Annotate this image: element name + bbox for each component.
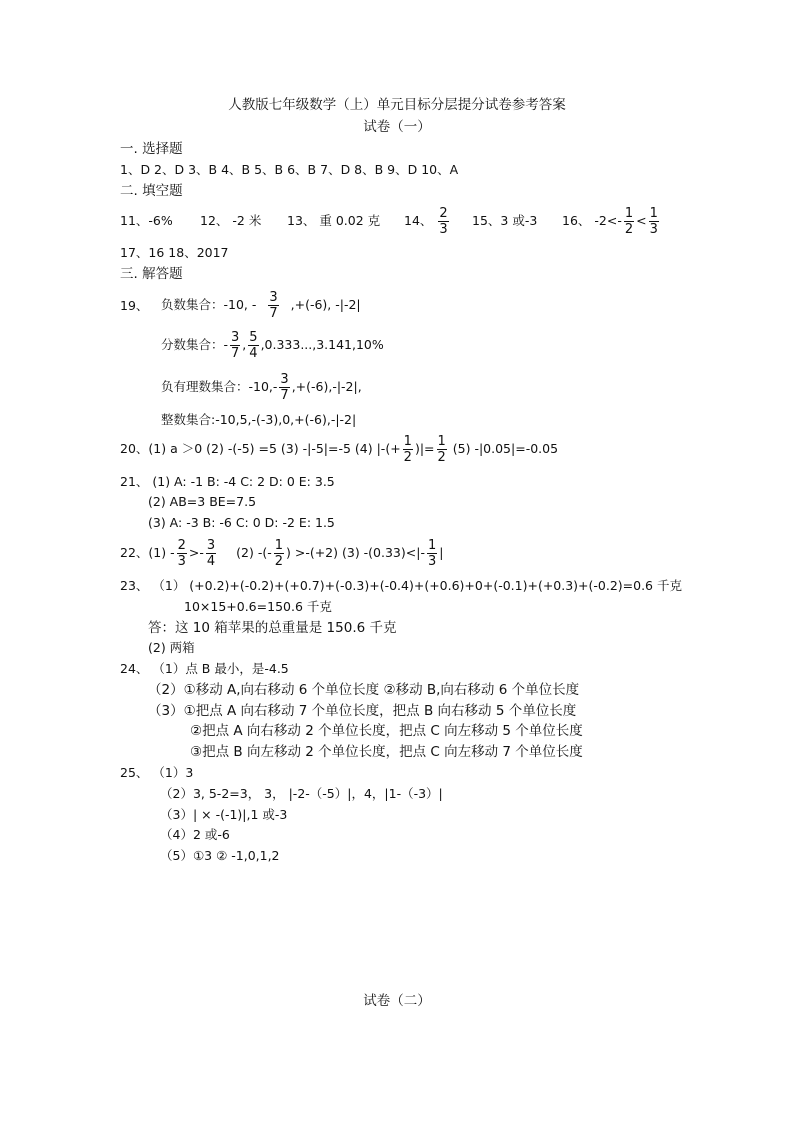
fill-16-fraction-2: $\frac{1}{3}$ (649, 206, 658, 237)
q21-line-2: (2) AB=3 BE=7.5 (148, 494, 257, 509)
q22-p5: | (439, 545, 444, 560)
q24-line-2: （2）①移动 A,向右移动 6 个单位长度 ②移动 B,向右移动 6 个单位长度 (148, 682, 580, 698)
q19-negative-fraction: $\frac{3}{7}$ (269, 290, 278, 321)
q25-line-1: 25、 （1）3 (120, 765, 194, 780)
q21-line-3: (3) A: -3 B: -6 C: 0 D: -2 E: 1.5 (148, 515, 335, 530)
q23-line-3: 答：这 10 箱苹果的总重量是 150.6 千克 (148, 620, 397, 636)
q19-fraction-prefix: 分数集合：- (161, 337, 229, 352)
fill-answer-16 (562, 202, 661, 240)
q19-negrat-fraction: $\frac{3}{7}$ (280, 372, 289, 403)
q24-line-3: （3）①把点 A 向右移动 7 个单位长度，把点 B 向右移动 5 个单位长度 (148, 703, 577, 719)
q20-fraction-2: $\frac{1}{2}$ (437, 434, 446, 465)
fill-14-fraction: $\frac{2}{3}$ (439, 206, 448, 237)
q19-fraction-comma: , (242, 337, 247, 352)
q22-p1: 22、(1) - (120, 545, 175, 560)
fill-answers-17-18: 17、16 18、2017 (120, 245, 229, 260)
q22-fraction-2: $\frac{3}{4}$ (206, 538, 216, 569)
q20-part1: 20、(1) a ＞0 (2) -(-5) =5 (3) -|-5|=-5 (4) |-(+ (120, 441, 401, 456)
q19-negative-prefix: 负数集合：-10, - (161, 297, 257, 312)
fill-answer-13: 13、 重 0.02 克 (287, 213, 381, 228)
q19-integer-set: 整数集合:-10,5,-(-3),0,+(-6),-|-2| (161, 412, 357, 427)
q22-answers (120, 533, 443, 573)
q19-negative-suffix: ,+(-6), -|-2| (290, 297, 361, 312)
q20-part2: (5) -|0.05|=-0.05 (452, 441, 559, 456)
document-title: 人教版七年级数学（上）单元目标分层提分试卷参考答案 (228, 97, 566, 113)
q19-negrat-suffix: ,+(-6),-|-2|, (291, 379, 362, 394)
q25-line-4: （4）2 或-6 (160, 827, 230, 842)
q22-fraction-1: $\frac{2}{3}$ (177, 538, 186, 569)
q22-p2: >- (188, 545, 204, 560)
q19-fraction-2: $\frac{5}{4}$ (249, 330, 258, 361)
fill-answer-14 (404, 202, 451, 240)
fill-14-label: 14、 (404, 213, 433, 228)
q25-line-2: （2）3, 5-2=3， 3， |-2-（-5）|，4，|1-（-3）| (160, 786, 443, 801)
q25-line-3: （3）| × -(-1)|,1 或-3 (160, 807, 288, 822)
q23-line-2: 10×15+0.6=150.6 千克 (184, 599, 332, 614)
q19-fraction-set (161, 325, 384, 365)
fill-16-fraction-1: $\frac{1}{2}$ (624, 206, 634, 237)
fill-answer-11: 11、-6% (120, 213, 173, 228)
q20-fraction-1: $\frac{1}{2}$ (403, 434, 412, 465)
paper-two-heading: 试卷（二） (363, 993, 431, 1009)
fill-answer-12: 12、 -2 米 (200, 213, 262, 228)
q23-line-4: (2) 两箱 (148, 640, 195, 655)
q19-fraction-suffix: ,0.333...,3.141,10% (260, 337, 384, 352)
q25-line-5: （5）①3 ② -1,0,1,2 (160, 848, 280, 863)
section-solve-title: 三. 解答题 (120, 266, 183, 282)
q22-p4: ) >-(+2) (3) -(0.33)<|- (286, 545, 425, 560)
q21-line-1: 21、 (1) A: -1 B: -4 C: 2 D: 0 E: 3.5 (120, 474, 335, 489)
q20-answers (120, 429, 558, 469)
q19-label: 19、 (120, 298, 149, 313)
q24-line-1: 24、 （1）点 B 最小，是-4.5 (120, 661, 289, 676)
q22-fraction-3: $\frac{1}{2}$ (274, 538, 283, 569)
q20-mid: )|= (414, 441, 435, 456)
q19-negative-set (161, 285, 361, 325)
paper-one-heading: 试卷（一） (363, 119, 431, 135)
q22-p3: (2) -(- (236, 545, 272, 560)
section-choice-title: 一. 选择题 (120, 141, 183, 157)
q23-line-1: 23、 （1） (+0.2)+(-0.2)+(+0.7)+(-0.3)+(-0.4)+(+0.6)+0+(-0.1)+(+0.3)+(-0.2)=0.6 千克 (120, 578, 682, 593)
fill-16-less-than: < (636, 213, 647, 228)
choice-answers: 1、D 2、D 3、B 4、B 5、B 6、B 7、D 8、B 9、D 10、A (120, 162, 459, 177)
q22-fraction-4: $\frac{1}{3}$ (427, 538, 437, 569)
fill-16-label: 16、 -2<- (562, 213, 622, 228)
section-fill-title: 二. 填空题 (120, 183, 183, 199)
q19-fraction-1: $\frac{3}{7}$ (231, 330, 240, 361)
q19-negrat-prefix: 负有理数集合：-10,- (161, 379, 278, 394)
q24-line-5: ③把点 B 向左移动 2 个单位长度，把点 C 向左移动 7 个单位长度 (190, 744, 583, 760)
q19-negative-rational-set (161, 367, 362, 407)
fill-answer-15: 15、3 或-3 (472, 213, 538, 228)
q24-line-4: ②把点 A 向右移动 2 个单位长度，把点 C 向左移动 5 个单位长度 (190, 723, 583, 739)
